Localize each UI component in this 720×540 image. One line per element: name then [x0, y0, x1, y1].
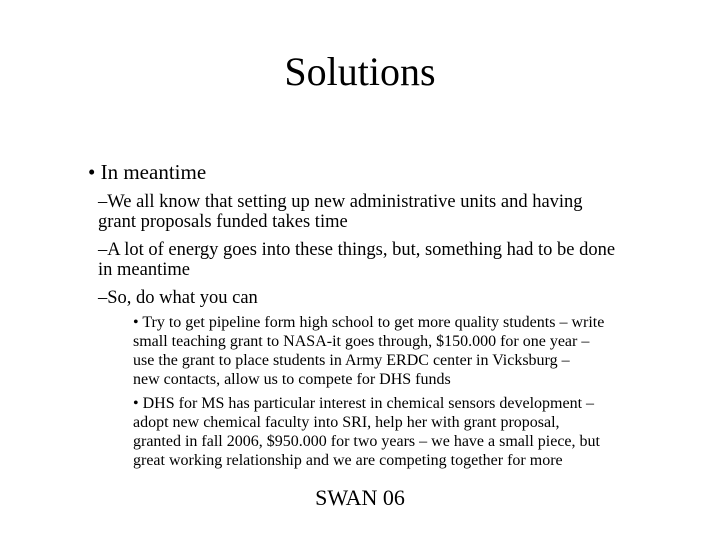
footer: SWAN 06 [315, 485, 405, 510]
text-line: in meantime [98, 260, 190, 280]
text-line: grant proposals funded takes time [98, 212, 348, 232]
subsub-bullet-2 [133, 394, 600, 470]
text-line: small teaching grant to NASA-it goes through, $150.000 for one year – [133, 333, 590, 350]
sub-bullet-3 [98, 288, 258, 308]
subsub-bullet-1 [133, 313, 604, 389]
text-line: • DHS for MS has particular interest in chemical sensors development – [133, 395, 595, 412]
text-line: –We all know that setting up new administrative units and having [98, 192, 583, 212]
text-line: granted in fall 2006, $950.000 for two years – we have a small piece, but [133, 433, 600, 450]
sub-bullet-2 [98, 240, 615, 280]
text-line: –So, do what you can [98, 288, 258, 308]
text-line: use the grant to place students in Army ERDC center in Vicksburg – [133, 352, 570, 369]
slide-title: Solutions [284, 49, 436, 94]
text-line: new contacts, allow us to compete for DHS funds [133, 371, 451, 388]
text-line: –A lot of energy goes into these things, but, something had to be done [98, 240, 616, 260]
text-line: adopt new chemical faculty into SRI, help her with grant proposal, [133, 414, 560, 431]
bullet-in-meantime: • In meantime [88, 160, 207, 184]
text-line: • Try to get pipeline form high school to get more quality students – write [133, 314, 605, 331]
text-line: great working relationship and we are competing together for more [133, 452, 563, 469]
sub-bullet-1 [98, 192, 583, 232]
